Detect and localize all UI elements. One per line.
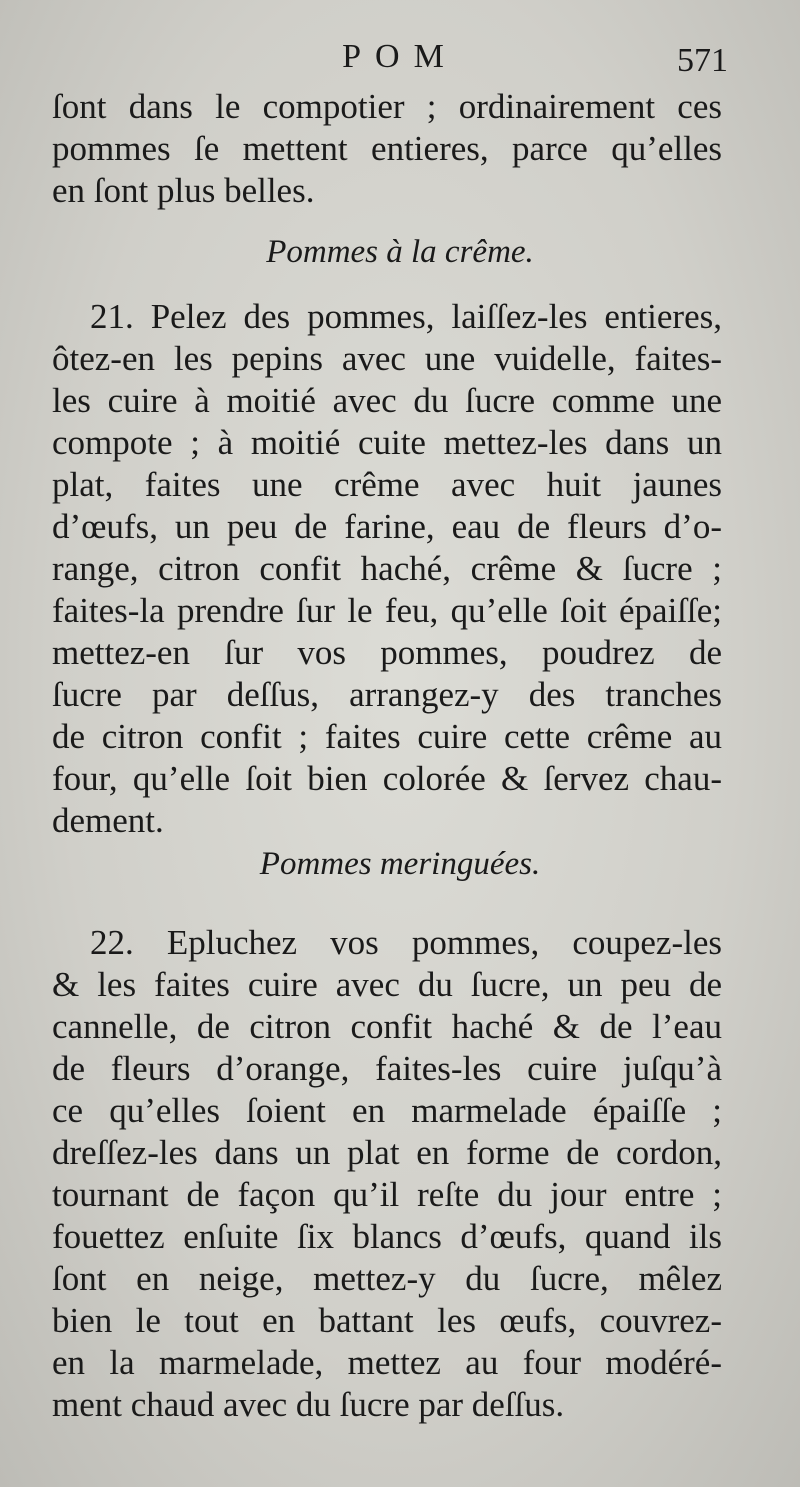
text-line: bien le tout en battant les œufs, couvrez-: [52, 1301, 722, 1340]
text-line: cannelle, de citron confit haché & de l’eau: [52, 1007, 722, 1046]
recipe-number: 22.: [90, 923, 134, 962]
text-line: faites-la prendre ſur le feu, qu’elle ſoit épaiſſe;: [52, 591, 722, 630]
text-line: plat, faites une crême avec huit jaunes: [52, 465, 722, 504]
section-heading-pommes-meringuees: Pommes meringuées.: [259, 846, 541, 882]
text-line: [52, 296, 722, 338]
page-number: 571: [677, 42, 728, 79]
section-heading-pommes-a-la-creme: Pommes à la crême.: [266, 234, 534, 270]
text-line: de fleurs d’orange, faites-les cuire juſqu’à: [52, 1049, 722, 1088]
text-line: range, citron confit haché, crême & ſucre ;: [52, 549, 722, 588]
text-line: en la marmelade, mettez au four modéré-: [52, 1343, 722, 1382]
running-head: POM: [342, 38, 458, 75]
text-line: tournant de façon qu’il reſte du jour entre ;: [52, 1175, 722, 1214]
text-line: [52, 922, 722, 964]
text-line: compote ; à moitié cuite mettez-les dans un: [52, 423, 722, 462]
text-line: mettez-en ſur vos pommes, poudrez de: [52, 633, 722, 672]
text-line: ſucre par deſſus, arrangez-y des tranches: [52, 675, 722, 714]
page-header: [0, 38, 800, 86]
text-line: ſont en neige, mettez-y du ſucre, mêlez: [52, 1259, 722, 1298]
text-line: les cuire à moitié avec du ſucre comme une: [52, 381, 722, 420]
text-line: fouettez enſuite ſix blancs d’œufs, quand ils: [52, 1217, 722, 1256]
text-line: ment chaud avec du ſucre par deſſus.: [52, 1385, 565, 1424]
text-line: & les faites cuire avec du ſucre, un peu de: [52, 965, 722, 1004]
text-line: pommes ſe mettent entieres, parce qu’elles: [52, 129, 722, 168]
text-line: ôtez-en les pepins avec une vuidelle, faites-: [52, 339, 722, 378]
recipe-paragraph-21: [52, 296, 722, 842]
text-line: dreſſez-les dans un plat en forme de cordon,: [52, 1133, 722, 1172]
recipe-number: 21.: [90, 297, 134, 336]
text-line: dement.: [52, 801, 164, 840]
text-line: d’œufs, un peu de farine, eau de fleurs d’o-: [52, 507, 722, 546]
text-line-content: Pelez des pommes, laiſſez-les entieres,: [150, 297, 722, 336]
text-line-content: Epluchez vos pommes, coupez-les: [166, 923, 722, 962]
text-line: de citron confit ; faites cuire cette crême au: [52, 717, 722, 756]
recipe-paragraph-22: [52, 922, 722, 1426]
intro-paragraph: [52, 86, 722, 212]
text-line: en ſont plus belles.: [52, 171, 315, 210]
text-line: ce qu’elles ſoient en marmelade épaiſſe ;: [52, 1091, 722, 1130]
text-line: four, qu’elle ſoit bien colorée & ſervez chau-: [52, 759, 722, 798]
text-line: ſont dans le compotier ; ordinairement ces: [52, 87, 722, 126]
